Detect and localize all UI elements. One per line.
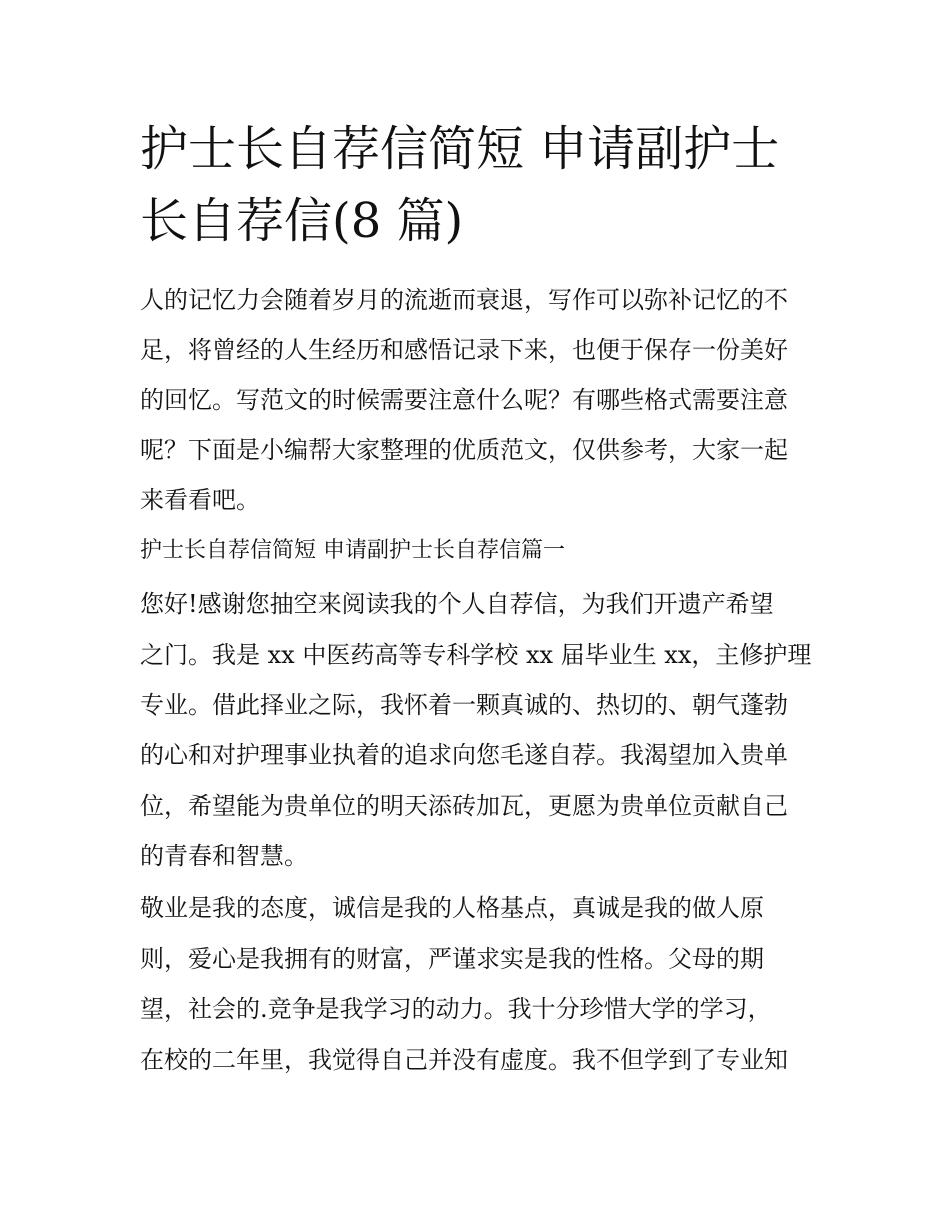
paragraph-line: 敬业是我的态度，诚信是我的人格基点，真诚是我的做人原	[140, 894, 764, 922]
paragraph-line: 位，希望能为贵单位的明天添砖加瓦，更愿为贵单位贡献自己	[140, 792, 788, 820]
intro-line: 足，将曾经的人生经历和感悟记录下来，也便于保存一份美好	[140, 336, 788, 364]
paragraph-line: 您好!感谢您抽空来阅读我的个人自荐信，为我们开遗产希望	[140, 590, 774, 618]
paragraph-line: 望，社会的.竞争是我学习的动力。我十分珍惜大学的学习，	[140, 995, 772, 1023]
title-line-2: 长自荐信(8 篇)	[140, 193, 464, 249]
paragraph-line: 的心和对护理事业执着的追求向您毛遂自荐。我渴望加入贵单	[140, 741, 788, 769]
section-heading: 护士长自荐信简短 申请副护士长自荐信篇一	[140, 538, 565, 563]
paragraph-line: 的青春和智慧。	[140, 842, 308, 870]
intro-line: 的回忆。写范文的时候需要注意什么呢？有哪些格式需要注意	[140, 386, 788, 414]
document-title	[140, 113, 820, 257]
intro-line: 呢？下面是小编帮大家整理的优质范文，仅供参考，大家一起	[140, 436, 788, 464]
title-line-1: 护士长自荐信简短 申请副护士	[140, 121, 780, 177]
paragraph-line: 之门。我是 xx 中医药高等专科学校 xx 届毕业生 xx，主修护理	[140, 641, 812, 669]
intro-line: 来看看吧。	[140, 486, 260, 514]
intro-line: 人的记忆力会随着岁月的流逝而衰退，写作可以弥补记忆的不	[140, 286, 788, 314]
paragraph-line: 则，爱心是我拥有的财富，严谨求实是我的性格。父母的期	[140, 945, 764, 973]
paragraph-line: 专业。借此择业之际，我怀着一颗真诚的、热切的、朝气蓬勃	[140, 691, 788, 719]
paragraph-line: 在校的二年里，我觉得自己并没有虚度。我不但学到了专业知	[140, 1046, 788, 1074]
